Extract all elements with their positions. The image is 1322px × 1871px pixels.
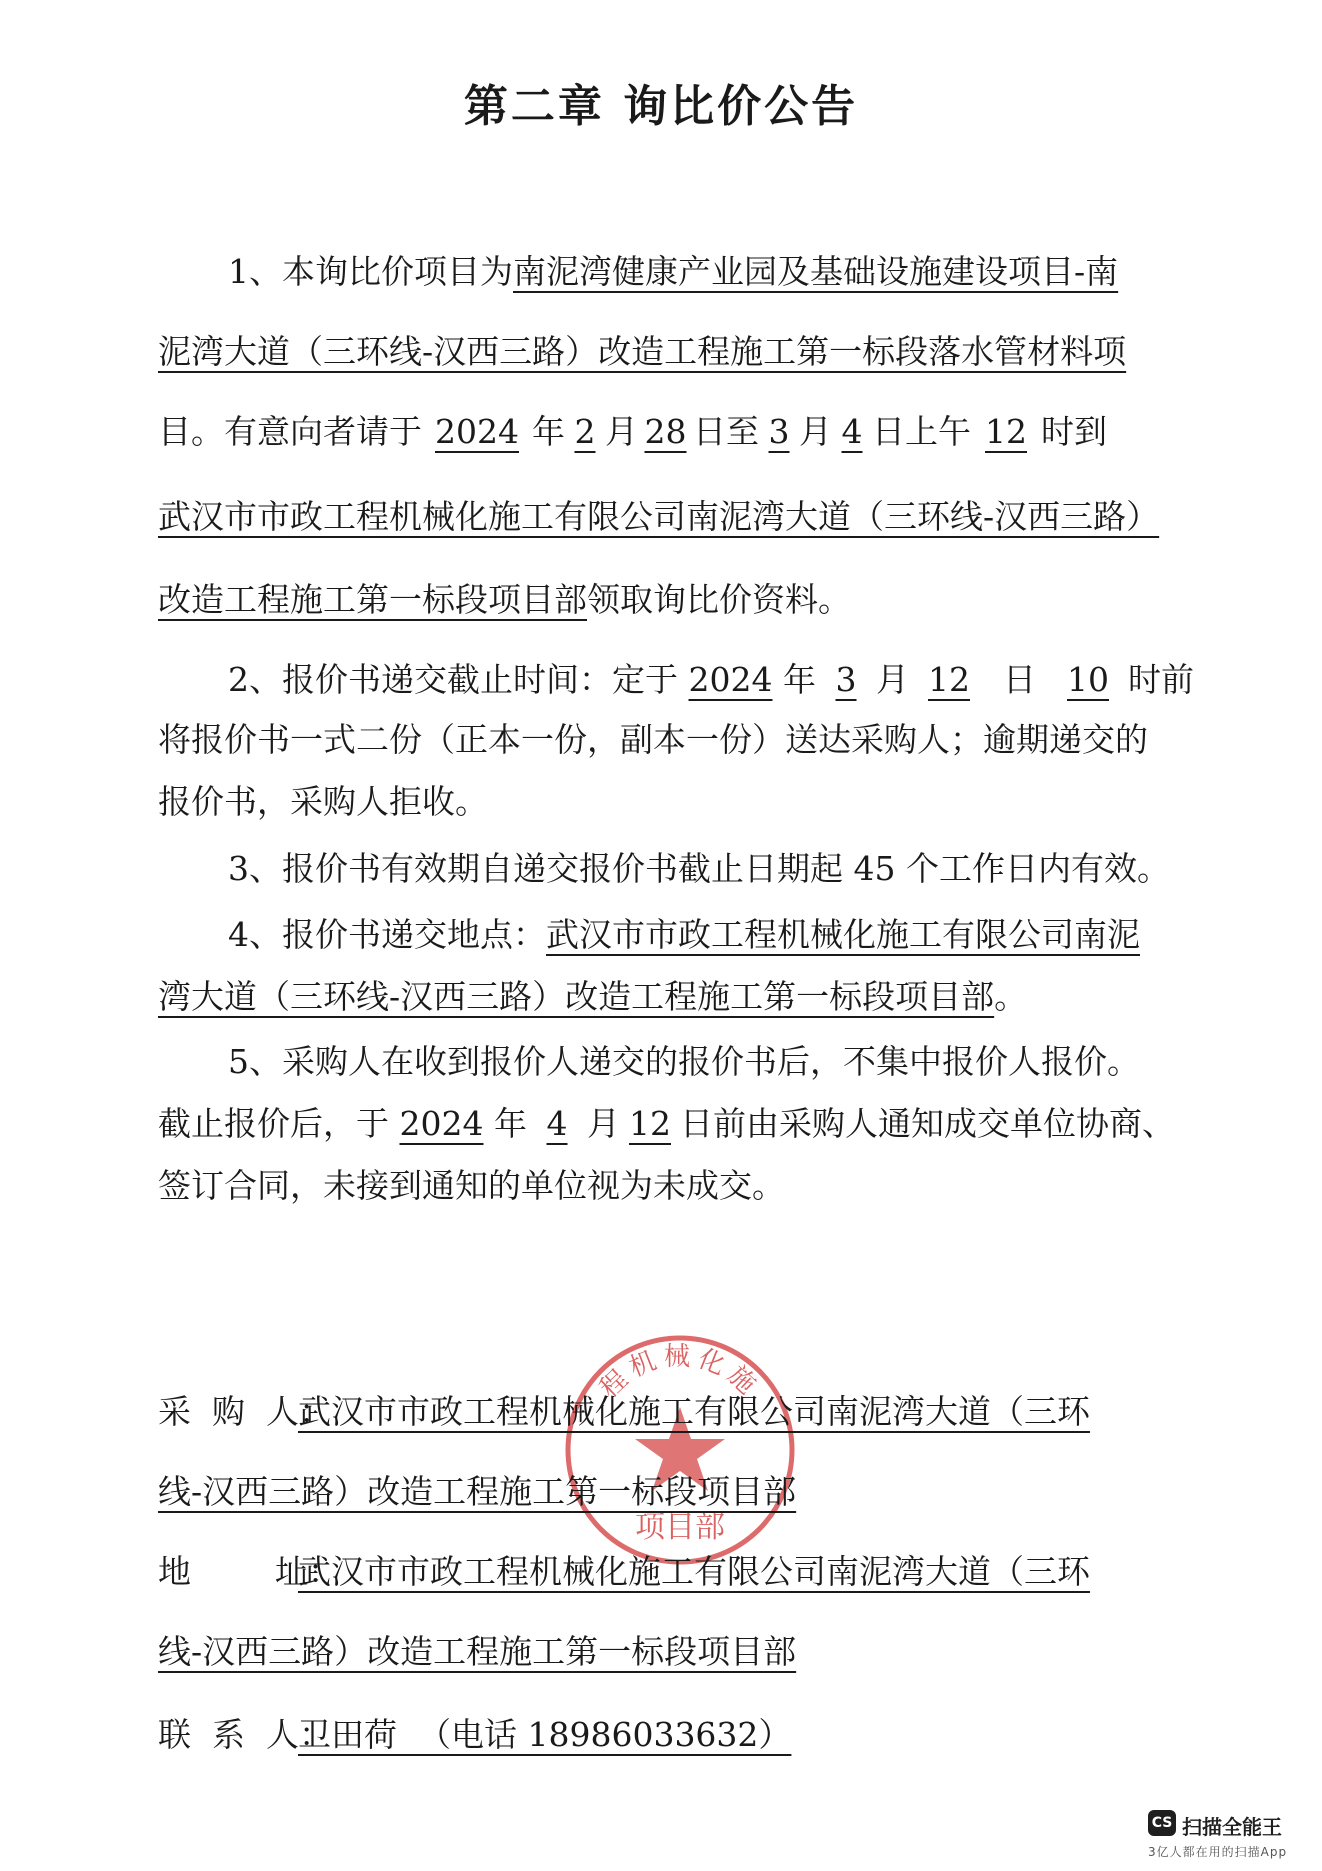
contact-line xyxy=(158,1713,791,1757)
p4-suffix: 。 xyxy=(994,977,1028,1016)
p1-project-part-b: 泥湾大道（三环线-汉西三路）改造工程施工第一标段落水管材料项 xyxy=(158,332,1127,371)
p4-line-2 xyxy=(158,975,1027,1019)
contact-label: 联 系 人： xyxy=(158,1715,332,1754)
p1-month-to: 3 xyxy=(768,412,790,451)
p3-line: 3、报价书有效期自递交报价书截止日期起 45 个工作日内有效。 xyxy=(228,849,1170,888)
p5-day: 12 xyxy=(629,1104,671,1143)
p1-month-unit-2: 月 xyxy=(799,412,832,451)
p1-place-part-a: 武汉市市政工程机械化施工有限公司南泥湾大道（三环线-汉西三路） xyxy=(158,497,1160,536)
p5-month: 4 xyxy=(546,1104,568,1143)
p1-hour: 12 xyxy=(985,412,1027,451)
p1-month-unit: 月 xyxy=(605,412,638,451)
p4-line-1 xyxy=(228,913,1140,957)
purchaser-line-1 xyxy=(158,1390,1090,1434)
p5-prefix: 截止报价后，于 xyxy=(158,1104,389,1143)
p1-month-from: 2 xyxy=(574,412,596,451)
contact-value: 卫田荷 （电话 18986033632） xyxy=(298,1715,792,1754)
seal-bottom-text: 项目部 xyxy=(635,1510,725,1545)
p1-am-text: 日上午 xyxy=(872,412,971,451)
p1-line-2 xyxy=(158,330,1126,374)
p5-rest: 日前由采购人通知成交单位协商、 xyxy=(680,1104,1175,1143)
p1-line-3 xyxy=(158,410,1107,454)
p1-day-to: 4 xyxy=(841,412,863,451)
scanner-app-tagline: 3亿人都在用的扫描App xyxy=(1148,1845,1288,1859)
p2-hour: 10 xyxy=(1067,660,1109,699)
address-line-1 xyxy=(158,1550,1090,1594)
p2-month-unit: 月 xyxy=(876,660,909,699)
p1-hour-to-text: 时到 xyxy=(1041,412,1107,451)
p1-line3-start: 目。有意向者请于 xyxy=(158,412,422,451)
p2-hour-unit: 时前 xyxy=(1128,660,1194,699)
p5-year: 2024 xyxy=(399,1104,484,1143)
seal-arc-text: 程机械化施 xyxy=(594,1342,766,1405)
purchaser-value-b: 线-汉西三路）改造工程施工第一标段项目部 xyxy=(158,1472,797,1511)
p4-place-part-b: 湾大道（三环线-汉西三路）改造工程施工第一标段项目部 xyxy=(158,977,995,1016)
address-value-b: 线-汉西三路）改造工程施工第一标段项目部 xyxy=(158,1632,797,1671)
scanner-app-watermark xyxy=(1148,1810,1308,1860)
address-value-a: 武汉市市政工程机械化施工有限公司南泥湾大道（三环 xyxy=(298,1552,1090,1591)
p2-line-1 xyxy=(228,658,1194,702)
p2-prefix: 2、报价书递交截止时间：定于 xyxy=(228,660,678,699)
p1-place-part-b: 改造工程施工第一标段项目部 xyxy=(158,580,587,619)
p5-year-unit: 年 xyxy=(494,1104,527,1143)
p2-day: 12 xyxy=(928,660,970,699)
purchaser-line-2 xyxy=(158,1470,796,1514)
p1-day-to-text: 日至 xyxy=(693,412,759,451)
address-line-2 xyxy=(158,1630,796,1674)
p1-line-1 xyxy=(228,250,1118,294)
p1-line-4 xyxy=(158,495,1159,539)
p4-prefix: 4、报价书递交地点： xyxy=(228,915,546,954)
p2-month: 3 xyxy=(835,660,857,699)
cs-logo-icon: CS xyxy=(1148,1810,1176,1836)
p5-line-2 xyxy=(158,1102,1175,1146)
address-label: 地 址： xyxy=(158,1552,341,1591)
p2-line-2: 将报价书一式二份（正本一份，副本一份）送达采购人；逾期递交的 xyxy=(158,720,1148,759)
scanner-app-name: 扫描全能王 xyxy=(1182,1815,1282,1839)
company-seal xyxy=(555,1325,805,1575)
p2-year-unit: 年 xyxy=(783,660,816,699)
purchaser-label: 采 购 人： xyxy=(158,1392,332,1431)
p5-line-3: 签订合同，未接到通知的单位视为未成交。 xyxy=(158,1166,785,1205)
p1-day-from: 28 xyxy=(644,412,687,451)
p4-place-part-a: 武汉市市政工程机械化施工有限公司南泥 xyxy=(546,915,1140,954)
p5-line-1: 5、采购人在收到报价人递交的报价书后，不集中报价人报价。 xyxy=(228,1042,1140,1081)
p2-year: 2024 xyxy=(688,660,773,699)
p1-suffix: 领取询比价资料。 xyxy=(587,580,851,619)
p1-year: 2024 xyxy=(435,412,519,451)
p1-prefix: 1、本询比价项目为 xyxy=(228,252,513,291)
p1-project-part-a: 南泥湾健康产业园及基础设施建设项目-南 xyxy=(513,252,1119,291)
p5-month-unit: 月 xyxy=(587,1104,620,1143)
p2-day-unit: 日 xyxy=(1003,660,1036,699)
purchaser-value-a: 武汉市市政工程机械化施工有限公司南泥湾大道（三环 xyxy=(298,1392,1090,1431)
p1-year-unit: 年 xyxy=(532,412,565,451)
page-title: 第二章 询比价公告 xyxy=(463,81,859,132)
p1-line-5 xyxy=(158,578,851,622)
p2-line-3: 报价书，采购人拒收。 xyxy=(158,782,488,821)
